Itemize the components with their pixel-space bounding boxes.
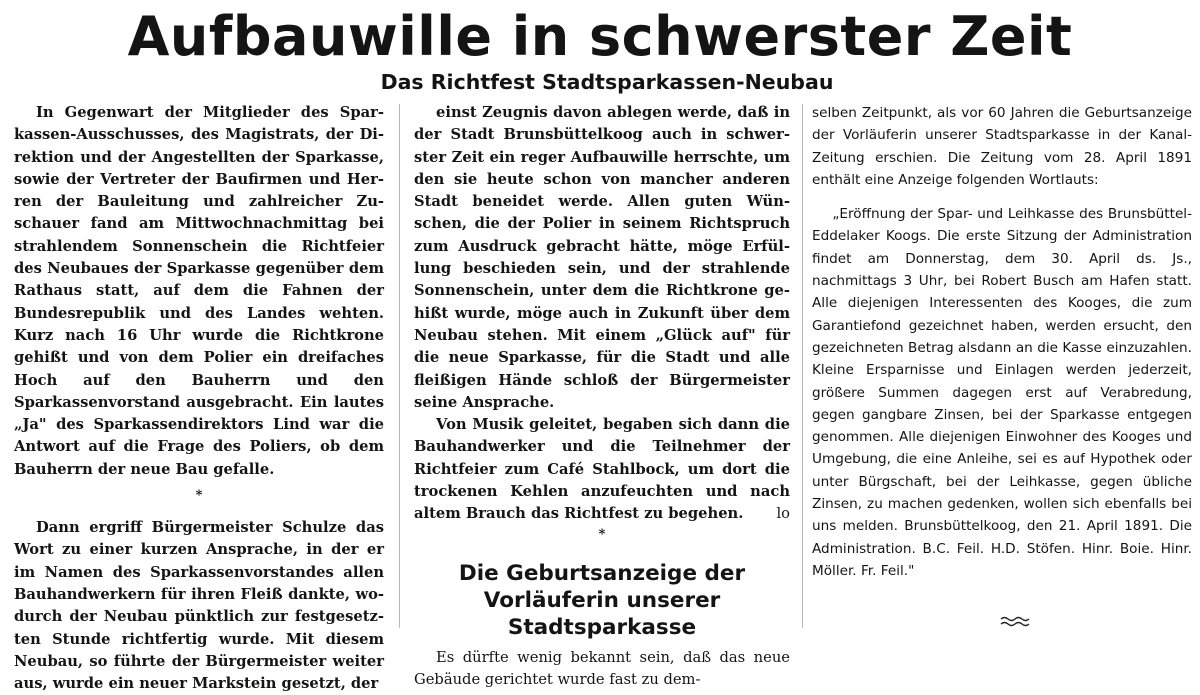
column2-paragraph-3: Es dürfte wenig bekannt sein, daß das neue Gebäude gerichtet wurde fast zu dem-: [414, 648, 790, 688]
column3-paragraph-1: selben Zeitpunkt, als vor 60 Jahren die Geburtsanzeige der Vorläuferin unserer Stadtsparkasse in der Kanal-Zeitung erschien. Die Zeitung vom 28. April 1891 enthält eine Anzeige folgenden Wortlauts:: [812, 105, 1192, 188]
column2-paragraph-2-text: Von Musik geleitet, begaben sich dann die Bauhandwerker und die Teilnehmer der Richtfeier zum Café Stahlbock, um dort die trockenen Kehlen anzufeuchten und nach altem Brauch das Richtfest zu begehen.: [414, 416, 790, 523]
column1-paragraph-2: Dann ergriff Bürgermeister Schulze das Wort zu einer kurzen Ansprache, in der er im Namen des Sparkassenvorstandes allen Bauhandwerkern für ihren Fleiß dankte, wodurch der Neubau pünktlich zur festgesetzten Stunde richtfertig wurde. Mit diesem Neubau, so führte der Bürgermeister weiter aus, wurde ein neuer Markstein gesetzt, der: [14, 519, 384, 693]
section-separator-star: *: [598, 526, 606, 542]
column1-paragraph-1: In Gegenwart der Mitglieder des Sparkassen-Ausschusses, des Magistrats, der Direktion und der Angestellten der Sparkasse, sowie der Vertreter der Baufirmen und Herren der Bauleitung und zahlreicher Zuschauer fand am Mittwochnachmittag bei strahlendem Sonnenschein die Richtfeier des Neubaues der Sparkasse gegenüber dem Rathaus statt, auf dem die Fahnen der Bundesrepublik und des Landes wehten. Kurz nach 16 Uhr wurde die Richtkrone gehißt und von dem Polier ein dreifaches Hoch auf den Bauherrn und den Sparkassenvorstand ausgebracht. Ein lautes „Ja" des Sparkassendirektors Lind war die Antwort auf die Frage des Poliers, ob dem Bauherrn der neue Bau gefalle.: [14, 104, 384, 478]
article-column-1: [14, 102, 384, 695]
section-subheadline: Die Geburtsanzeige der Vorläuferin unserer Stadtsparkasse: [458, 560, 746, 640]
wavy-end-mark-icon: [1000, 615, 1030, 629]
column2-paragraph-1: einst Zeugnis davon ablegen werde, daß in der Stadt Brunsbüttelkoog auch in schwerster Zeit ein reger Aufbauwille herrschte, um den sie heute schon von mancher anderen Stadt beneidet werde. Allen guten Wünschen, die der Polier in seinem Richtspruch zum Ausdruck gebracht hätte, möge Erfüllung beschieden sein, und der strahlende Sonnenschein, unter dem die Richtkrone gehißt wurde, möge auch in Zukunft über dem Neubau stehen. Mit einem „Glück auf" für die neue Sparkasse, für die Stadt und alle fleißigen Hände schloß der Bürgermeister seine Ansprache.: [414, 104, 790, 411]
article-column-3: [812, 102, 1192, 582]
column-divider-left: [399, 104, 400, 628]
headline: Aufbauwille in schwerster Zeit: [127, 5, 1073, 68]
author-signature: lo: [776, 505, 790, 523]
article-column-2: [414, 102, 790, 691]
column2-paragraph-2: [414, 414, 790, 525]
column-divider-right: [802, 104, 803, 628]
historic-announcement-quote: „Eröffnung der Spar- und Leihkasse des Brunsbüttel-Eddelaker Koogs. Die erste Sitzung der Administration findet am Donnerstag, dem 30. April ds. Js., nachmittags 3 Uhr, bei Robert Busch am Hafen statt. Alle diejenigen Interessenten des Kooges, die zum Garantiefond gezeichnet haben, werden ersucht, den gezeichneten Betrag alsdann an die Kasse einzuzahlen. Kleine Ersparnisse und Einlagen werden jederzeit, größere Summen dagegen erst auf Verabredung, gegen gangbare Zinsen, bei der Sparkasse entgegen genommen. Alle diejenigen Einwohner des Kooges und Umgebung, die eine Anleihe, sei es auf Hypothek oder unter Bürgschaft, bei der Leihkasse, gegen übliche Zinsen, zu machen gedenken, wollen sich ebenfalls bei uns melden. Brunsbüttelkoog, den 21. April 1891. Die Administration. B.C. Feil. H.D. Stöfen. Hinr. Boie. Hinr. Möller. Fr. Feil.": [812, 206, 1192, 579]
section-separator-star: *: [195, 488, 203, 504]
subheadline: Das Richtfest Stadtsparkassen-Neubau: [380, 70, 834, 94]
